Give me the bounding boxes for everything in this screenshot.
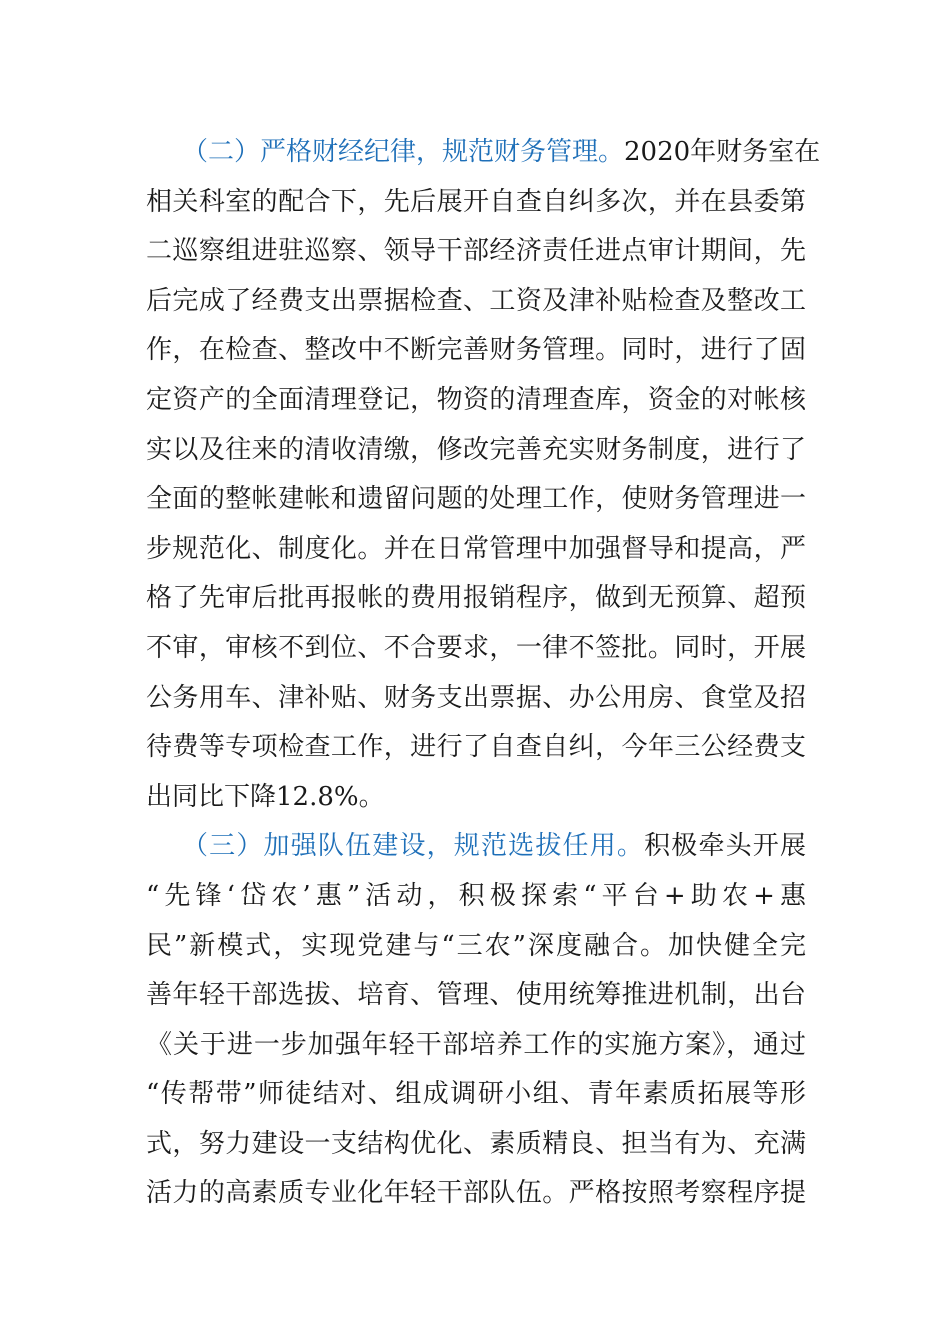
paragraph-line: 二巡察组进驻巡察、领导干部经济责任进点审计期间，先 <box>146 236 806 267</box>
paragraph-line: 公务用车、津补贴、财务支出票据、办公用房、食堂及招 <box>146 682 806 713</box>
paragraph-line <box>146 822 806 872</box>
section-heading-team: （三）加强队伍建设，规范选拔任用。 <box>182 831 645 862</box>
paragraph-line: 步规范化、制度化。并在日常管理中加强督导和提高，严 <box>146 533 806 564</box>
paragraph-line: 民”新模式，实现党建与“三农”深度融合。加快健全完 <box>146 930 806 961</box>
paragraph-line: “先锋‘岱农’惠”活动，积极探索“平台+助农+惠 <box>146 880 806 911</box>
paragraph-line: 《关于进一步加强年轻干部培养工作的实施方案》，通过 <box>146 1029 806 1060</box>
paragraph-text: 2020年财务室在 <box>624 137 821 167</box>
section-heading-finance: （二）严格财经纪律，规范财务管理。 <box>182 137 625 167</box>
paragraph-line: “传帮带”师徒结对、组成调研小组、青年素质拓展等形 <box>146 1079 806 1110</box>
paragraph-line: 格了先审后批再报帐的费用报销程序，做到无预算、超预 <box>146 583 806 614</box>
paragraph-line: 作，在检查、整改中不断完善财务管理。同时，进行了固 <box>146 335 806 366</box>
paragraph-line: 活力的高素质专业化年轻干部队伍。严格按照考察程序提 <box>146 1178 806 1209</box>
paragraph-line: 实以及往来的清收清缴，修改完善充实财务制度，进行了 <box>146 434 806 465</box>
paragraph-line: 不审，审核不到位、不合要求，一律不签批。同时，开展 <box>146 632 806 663</box>
paragraph-line: 出同比下降12.8%。 <box>146 781 385 812</box>
paragraph-line: 待费等专项检查工作，进行了自查自纠，今年三公经费支 <box>146 732 806 763</box>
paragraph-text: 积极牵头开展 <box>644 831 806 862</box>
paragraph-line: 全面的整帐建帐和遗留问题的处理工作，使财务管理进一 <box>146 484 806 515</box>
paragraph-line <box>146 128 821 178</box>
paragraph-line: 善年轻干部选拔、培育、管理、使用统筹推进机制，出台 <box>146 980 806 1011</box>
paragraph-line: 相关科室的配合下，先后展开自查自纠多次，并在县委第 <box>146 186 806 217</box>
paragraph-line: 定资产的全面清理登记，物资的清理查库，资金的对帐核 <box>146 384 806 415</box>
paragraph-line: 式，努力建设一支结构优化、素质精良、担当有为、充满 <box>146 1128 806 1159</box>
document-body <box>146 128 821 1219</box>
paragraph-line: 后完成了经费支出票据检查、工资及津补贴检查及整改工 <box>146 285 806 316</box>
